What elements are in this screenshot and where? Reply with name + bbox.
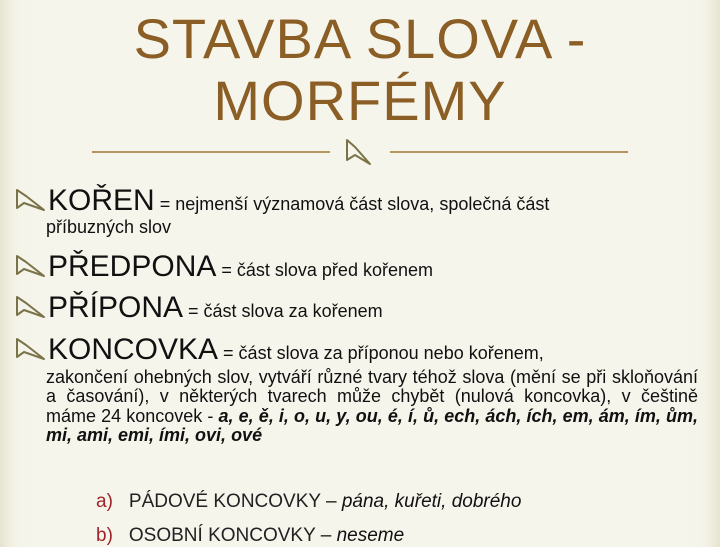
definition-koren-continued: příbuzných slov bbox=[46, 217, 172, 237]
subitem-label: b) bbox=[96, 525, 113, 546]
subitem-dash: – bbox=[320, 491, 342, 512]
subitem-label: a) bbox=[96, 491, 113, 512]
subitem-padove-koncovky bbox=[96, 491, 521, 513]
term-koncovka: KONCOVKA bbox=[48, 333, 219, 366]
koncovka-description: zakončení ohebných slov, vytváří různé tvary téhož slova (mění se při skloňování a časování), v některých tvarech může chybět (nulová koncovka), v češtině máme 24 koncovek - bbox=[46, 367, 698, 426]
subitem-example: neseme bbox=[336, 525, 405, 546]
koncovka-endings-list: a, e, ě, i, o, u, y, ou, é, í, ů, ech, ách, ích, em, ám, ím, ům, mi, ami, emi, ími, ovi, ové bbox=[46, 405, 698, 445]
hollow-arrow-divider-icon bbox=[344, 138, 374, 166]
term-pripona: PŘÍPONA bbox=[48, 291, 184, 324]
term-predpona: PŘEDPONA bbox=[48, 250, 217, 283]
subitem-name: OSOBNÍ KONCOVKY bbox=[128, 525, 316, 546]
definition-koncovka: = část slova za příponou nebo kořenem, bbox=[218, 343, 544, 363]
list-item-koncovka bbox=[14, 334, 544, 366]
hollow-arrow-bullet-icon bbox=[14, 254, 48, 278]
list-item-koren bbox=[14, 185, 549, 217]
definition-koncovka-continued bbox=[46, 368, 698, 445]
list-item-pripona bbox=[14, 292, 383, 324]
title-divider-right bbox=[390, 151, 628, 153]
subitem-osobni-koncovky bbox=[96, 525, 404, 547]
term-koren: KOŘEN bbox=[48, 184, 155, 217]
hollow-arrow-bullet-icon bbox=[14, 337, 48, 361]
subitem-example: pána, kuřeti, dobrého bbox=[341, 491, 522, 512]
hollow-arrow-bullet-icon bbox=[14, 188, 48, 212]
subitem-name: PÁDOVÉ KONCOVKY bbox=[128, 491, 321, 512]
title-divider-left bbox=[92, 151, 330, 153]
definition-koren: = nejmenší významová část slova, společná část bbox=[154, 194, 550, 214]
slide-title-line2: MORFÉMY bbox=[213, 69, 507, 132]
definition-predpona: = část slova před kořenem bbox=[216, 260, 433, 280]
definition-pripona: = část slova za kořenem bbox=[183, 301, 383, 321]
hollow-arrow-bullet-icon bbox=[14, 295, 48, 319]
list-item-predpona bbox=[14, 251, 433, 283]
slide-title bbox=[60, 8, 660, 132]
subitem-dash: – bbox=[315, 525, 337, 546]
slide-title-line1: STAVBA SLOVA - bbox=[133, 7, 587, 70]
